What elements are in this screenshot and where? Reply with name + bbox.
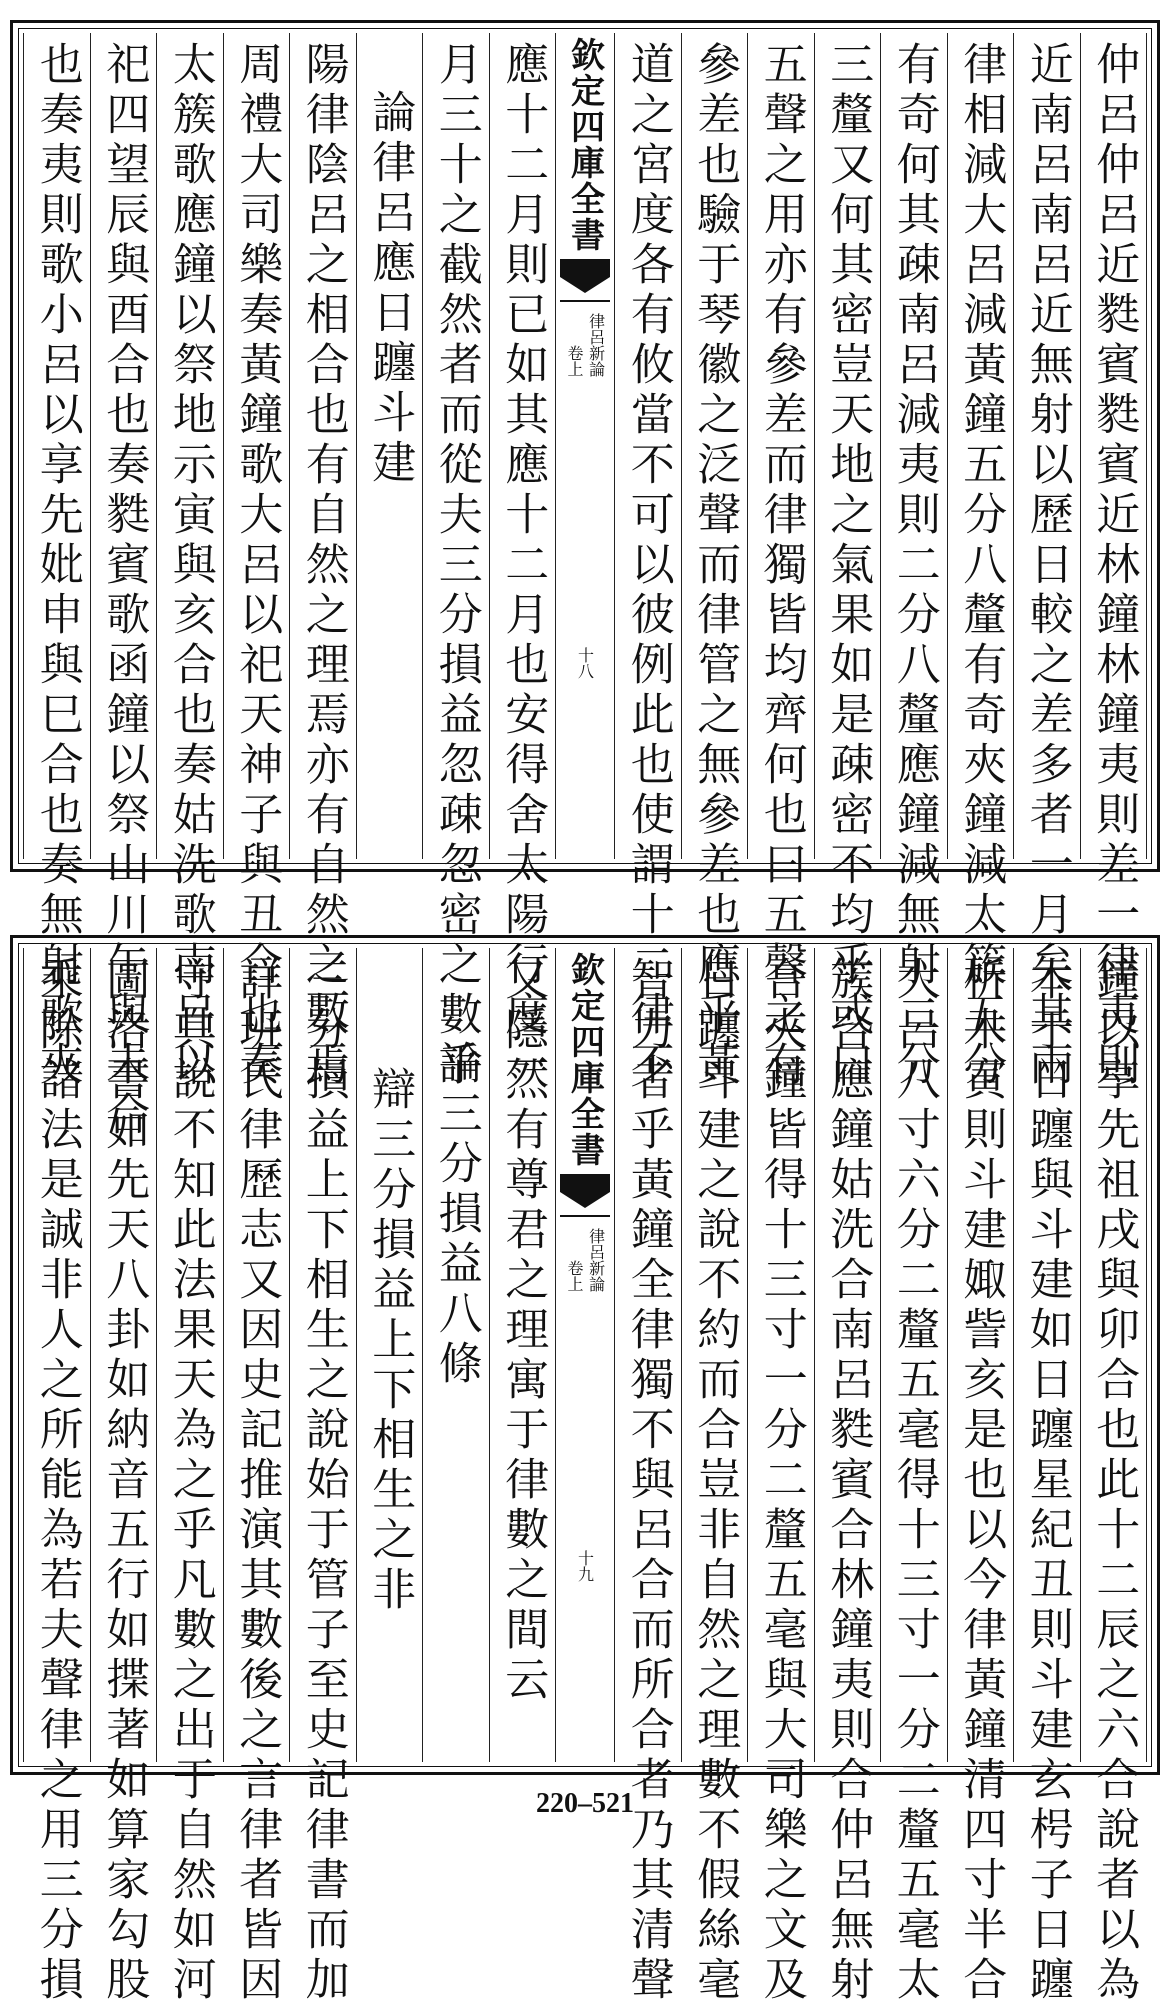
text-line: 簇合應鐘姑洗合南呂㽔賓合林鐘夷則合仲呂無射 — [822, 956, 874, 2006]
text-column — [682, 33, 749, 1091]
text-column — [881, 33, 948, 1091]
text-column — [91, 33, 158, 1141]
text-line: 析木寅則斗建娵訾亥是也以今律黃鐘清四寸半合 — [955, 956, 1007, 2006]
fishtail-mark-icon — [560, 1174, 610, 1220]
text-line: 日躔斗建之說不約而合豈非自然之理數不假絲毫 — [689, 956, 741, 2006]
text-line: 大呂八寸六分二釐五毫得十三寸一分二釐五毫太 — [888, 956, 940, 2006]
text-column — [423, 33, 490, 1091]
text-column — [948, 948, 1015, 2006]
text-column — [23, 948, 91, 2006]
top-page-columns — [23, 33, 1147, 1141]
text-line: 乘除諸法是誠非人之所能為若夫聲律之用三分損 — [31, 956, 83, 2006]
text-line: 本于日躔與斗建如日躔星紀丑則斗建玄枵子日躔 — [1021, 956, 1073, 2006]
section-heading-column — [357, 33, 424, 859]
text-line: 周禮大司樂奏黃鐘歌大呂以祀天神子與丑合也奏 — [231, 41, 283, 1091]
text-line: 仲呂仲呂近㽔賓㽔賓近林鐘林鐘夷則差一律夷則 — [1088, 41, 1140, 1091]
text-line: 也奏夷則歌小呂以享先妣申與巳合也奏無射歌夾 — [31, 41, 83, 1091]
text-column — [290, 33, 357, 1091]
text-column — [815, 948, 882, 2006]
text-column — [615, 948, 682, 2006]
text-line: 應十二月則已如其應十二月也安得舍太陽行度一 — [497, 41, 549, 1091]
section-heading: 論三分損益八條 — [430, 1040, 482, 1390]
spine-book-info — [565, 1220, 604, 1292]
center-spine — [556, 33, 615, 859]
text-line: 智力者乎黃鐘全律獨不與呂合而所合者乃其清聲 — [622, 956, 674, 2006]
subsection-heading-column — [357, 948, 424, 1762]
text-line: 合夾鐘皆得十三寸一分二釐五毫與大司樂之文及 — [755, 956, 807, 2006]
spine-title: 欽定四庫全書 — [564, 952, 605, 1168]
fishtail-mark-icon — [560, 259, 610, 305]
text-column — [224, 33, 291, 1091]
text-column — [23, 33, 91, 1091]
text-column — [91, 948, 158, 2006]
text-column — [1014, 33, 1081, 1091]
text-line: 近南呂南呂近無射以歷日較之差多者一月矣其兩 — [1021, 41, 1073, 1091]
section-heading-column — [423, 948, 490, 1762]
text-line: 參差也驗于琴徽之泛聲而律管之無參差也應乎黃 — [689, 41, 741, 1091]
text-column — [157, 948, 224, 2006]
text-column — [490, 948, 557, 1762]
text-column — [290, 948, 357, 2006]
text-line: 詳班氏律歷志又因史記推演其數後之言律者皆因 — [231, 956, 283, 2006]
text-column — [224, 948, 291, 2006]
spine-book-title: 律呂新論 — [586, 313, 606, 377]
text-line: 祀四望辰與酉合也奏㽔賓歌函鐘以祭山川午與未合 — [98, 41, 150, 1141]
text-column — [490, 33, 557, 1091]
text-line: 鐘以享先祖戌與卯合也此十二辰之六合說者以為 — [1088, 956, 1140, 2006]
text-column — [1014, 948, 1081, 2006]
text-column — [157, 33, 224, 1091]
text-line: 太簇歌應鐘以祭地示寅與亥合也奏姑洗歌南呂以 — [164, 41, 216, 1091]
spine-folio: 十八 — [575, 647, 595, 679]
spine-book-title: 律呂新論 — [586, 1228, 606, 1292]
text-column — [615, 33, 682, 1091]
text-column — [682, 948, 749, 2006]
page-number: 220–521 — [536, 1788, 634, 1819]
text-line: 圖洛書如先天八卦如納音五行如揲著如算家勾股 — [98, 956, 150, 2006]
spine-folio: 十九 — [575, 1550, 595, 1582]
center-spine — [556, 948, 615, 1762]
spine-book-info — [565, 305, 604, 377]
text-line: 道之宮度各有攸當不可以彼例此也使謂十二律不 — [622, 41, 674, 1091]
spine-title: 欽定四庫全書 — [564, 37, 605, 253]
text-column — [1081, 948, 1148, 2006]
text-line: 又隱然有尊君之理寓于律數之間云 — [497, 956, 549, 1706]
text-line: 三分損益上下相生之說始于管子至史記律書而加 — [297, 956, 349, 2006]
text-column — [815, 33, 882, 1091]
spine-juan: 卷上 — [565, 345, 584, 377]
text-line: 陽律陰呂之相合也有自然之理焉亦有自然之數焉 — [297, 41, 349, 1091]
subsection-heading: 辯三分損益上下相生之非 — [364, 1066, 416, 1616]
text-line: 律相減大呂減黃鐘五分八釐有奇夾鐘減太簇五分 — [955, 41, 1007, 1091]
text-column — [948, 33, 1015, 1091]
text-line: 三釐又何其密豈天地之氣果如是疎密不均乎或曰 — [822, 41, 874, 1091]
text-line: 五聲之用亦有參差而律獨皆均齊何也曰五聲之有 — [755, 41, 807, 1091]
text-column — [1081, 33, 1148, 1091]
spine-juan: 卷上 — [565, 1260, 584, 1292]
top-page-frame — [10, 20, 1160, 1141]
text-column — [881, 948, 948, 2006]
text-column — [748, 33, 815, 1091]
section-heading: 論律呂應日躔斗建 — [364, 89, 416, 489]
text-line: 守其說不知此法果天為之乎凡數之出于自然如河 — [164, 956, 216, 2006]
text-column — [748, 948, 815, 2006]
text-line: 有奇何其疎南呂減夷則二分八釐應鐘減無射二分 — [888, 41, 940, 1091]
text-line: 月三十之截然者而從夫三分損益忽疎忽密之數乎 — [430, 41, 482, 1091]
